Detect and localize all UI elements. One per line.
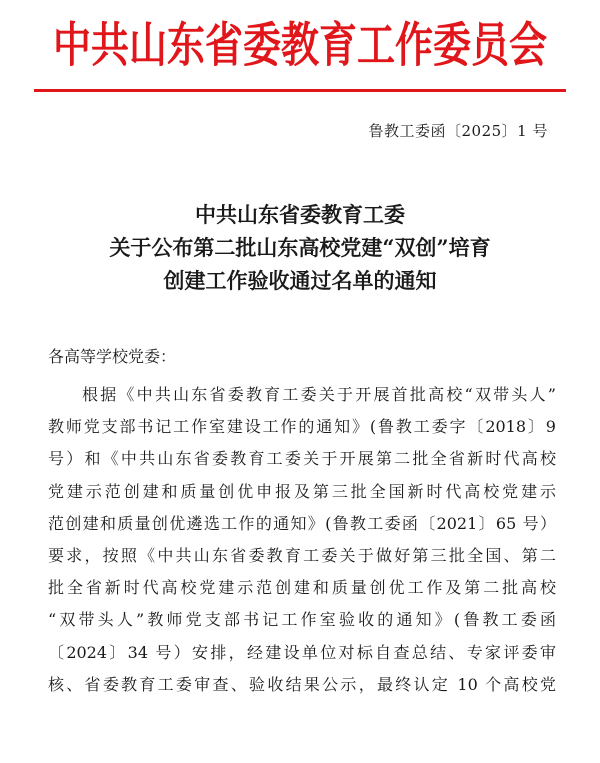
body-line: 核、省委教育工委审查、验收结果公示，最终认定 10 个高校党	[48, 674, 556, 694]
body-line: “双带头人”教师党支部书记工作室验收的通知》(鲁教工委函	[48, 610, 556, 630]
document-header	[0, 14, 600, 73]
title-line: 创建工作验收通过名单的通知	[163, 268, 437, 293]
title-line: 中共山东省委教育工委	[195, 202, 405, 227]
salutation: 各高等学校党委：	[48, 347, 177, 366]
issuing-organization-title: 中共山东省委教育工作委员会	[52, 17, 547, 73]
body-line: 号）和《中共山东省委教育工委关于开展第二批全省新时代高校	[48, 449, 556, 469]
body-line: 要求，按照《中共山东省委教育工委关于做好第三批全国、第二	[48, 545, 556, 565]
body-line: 范创建和质量创优遴选工作的通知》(鲁教工委函〔2021〕65 号）	[48, 513, 556, 533]
title-line: 关于公布第二批山东高校党建“双创”培育	[109, 235, 491, 260]
red-divider-line	[34, 89, 566, 92]
document-number: 鲁教工委函〔2025〕1 号	[368, 122, 548, 140]
body-line: 根据《中共山东省委教育工委关于开展首批高校“双带头人”	[82, 385, 556, 404]
body-line: 〔2024〕34 号）安排，经建设单位对标自查总结、专家评委审	[48, 642, 556, 662]
document-title	[0, 198, 600, 297]
body-paragraph	[48, 379, 556, 701]
body-line: 教师党支部书记工作室建设工作的通知》(鲁教工委字〔2018〕9	[48, 417, 556, 437]
body-line: 批全省新时代高校党建示范创建和质量创优工作及第二批高校	[48, 578, 556, 598]
body-line: 党建示范创建和质量创优申报及第三批全国新时代高校党建示	[48, 481, 556, 501]
